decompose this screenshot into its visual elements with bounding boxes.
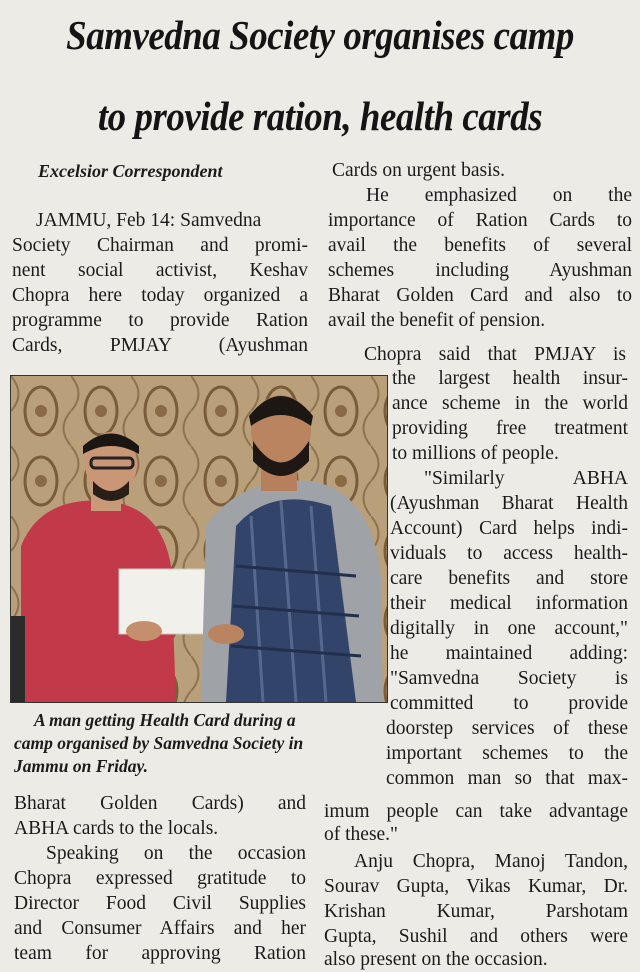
body-line: the largest health insur- (392, 368, 628, 389)
caption-line: camp organised by Samvedna Society in (14, 733, 304, 753)
body-line: their medical information (390, 593, 628, 614)
body-line: he maintained adding: (390, 643, 628, 664)
headline-line-2: to provide ration, health cards (97, 93, 543, 139)
body-line: and Consumer Affairs and her (14, 918, 306, 939)
news-photo (10, 375, 388, 703)
body-line: care benefits and store (390, 568, 628, 589)
body-line: viduals to access health- (390, 543, 628, 564)
photo-illustration (11, 376, 387, 702)
body-line: important schemes to the (386, 743, 628, 764)
body-line: team for approving Ration (14, 943, 306, 964)
body-line: Anju Chopra, Manoj Tandon, (354, 851, 628, 872)
body-line: He emphasized on the (366, 185, 632, 206)
body-line: providing free treatment (392, 418, 628, 439)
body-line: Director Food Civil Supplies (14, 893, 306, 914)
body-line: also present on the occasion. (324, 949, 548, 970)
body-line: Speaking on the occasion (46, 843, 306, 864)
body-line: "Similarly ABHA (424, 468, 628, 489)
body-line: Chopra said that PMJAY is (364, 344, 626, 365)
body-line: (Ayushman Bharat Health (390, 493, 628, 514)
body-line: Sourav Gupta, Vikas Kumar, Dr. (324, 876, 628, 897)
body-line: common man so that max- (386, 768, 628, 789)
body-line: Cards, PMJAY (Ayushman (12, 335, 308, 356)
body-line: ABHA cards to the locals. (14, 818, 219, 839)
headline-line-1: Samvedna Society organises camp (66, 12, 574, 58)
body-line: Chopra here today organized a (12, 285, 308, 306)
body-line: Bharat Golden Cards) and (14, 793, 306, 814)
body-line: Krishan Kumar, Parshotam (324, 901, 628, 922)
body-line: importance of Ration Cards to (328, 210, 632, 231)
body-line: schemes including Ayushman (328, 260, 632, 281)
caption-line: A man getting Health Card during a (34, 710, 296, 730)
body-line: programme to provide Ration (12, 310, 308, 331)
body-line: to millions of people. (392, 443, 559, 464)
body-line: Gupta, Sushil and others were (324, 926, 628, 947)
body-line: Chopra expressed gratitude to (14, 868, 306, 889)
body-line: imum people can take advantage (324, 801, 628, 822)
body-line: Cards on urgent basis. (332, 160, 505, 181)
body-line: committed to provide (390, 693, 628, 714)
caption-line: Jammu on Friday. (14, 756, 149, 776)
body-line: Bharat Golden Card and also to (328, 285, 632, 306)
body-line: digitally in one account," (390, 618, 628, 639)
body-line: avail the benefit of pension. (328, 310, 546, 331)
body-line: Account) Card helps indi- (390, 518, 628, 539)
body-line: of these." (324, 824, 399, 845)
byline: Excelsior Correspondent (38, 161, 223, 181)
body-line: Society Chairman and promi- (12, 235, 308, 256)
body-line: doorstep services of these (386, 718, 628, 739)
body-line: ance scheme in the world (392, 393, 628, 414)
body-line: avail the benefits of several (328, 235, 632, 256)
body-line: "Samvedna Society is (390, 668, 628, 689)
body-line: nent social activist, Keshav (12, 260, 308, 281)
body-line: JAMMU, Feb 14: Samvedna (36, 210, 262, 231)
